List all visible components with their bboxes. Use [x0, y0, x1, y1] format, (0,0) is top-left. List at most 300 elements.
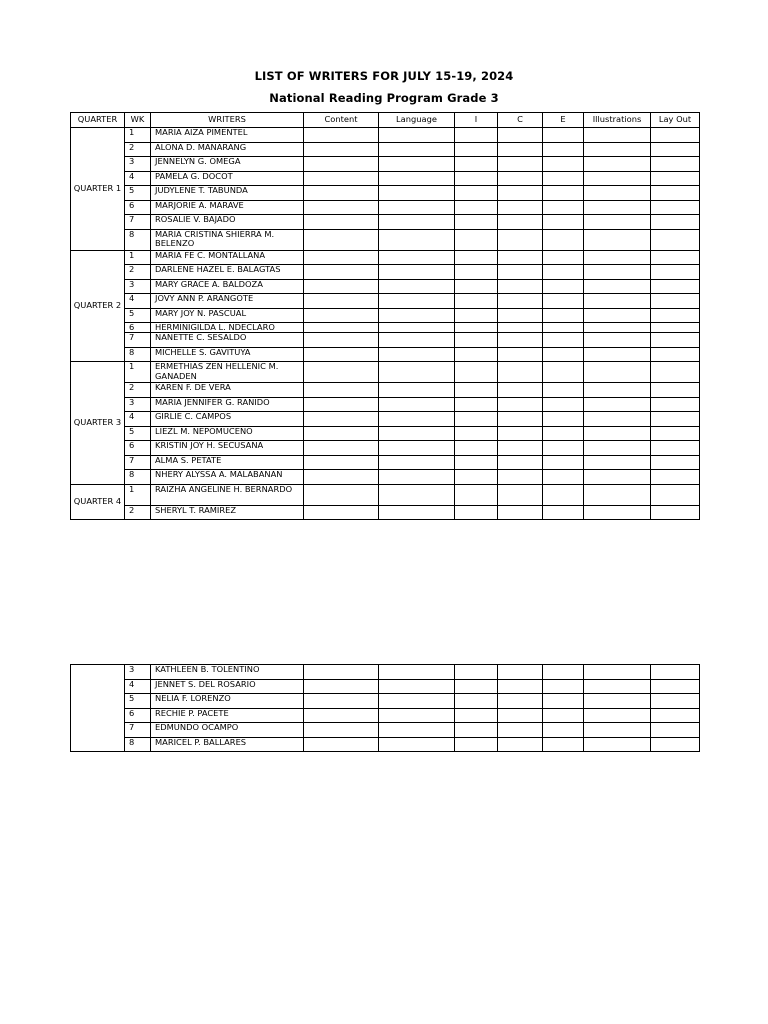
wk-cell: 5: [125, 426, 151, 441]
i-cell: [455, 484, 498, 505]
illustrations-cell: [584, 505, 651, 520]
content-cell: [304, 455, 379, 470]
language-cell: [379, 665, 455, 680]
table-row: [71, 426, 700, 441]
illustrations-cell: [584, 294, 651, 309]
table-row: [71, 171, 700, 186]
writer-cell: KAREN F. DE VERA: [151, 383, 304, 398]
i-cell: [455, 679, 498, 694]
layout-cell: [651, 708, 700, 723]
e-cell: [543, 484, 584, 505]
illustrations-cell: [584, 694, 651, 709]
wk-cell: 3: [125, 279, 151, 294]
table-row: [71, 186, 700, 201]
c-cell: [498, 412, 543, 427]
i-cell: [455, 128, 498, 143]
i-cell: [455, 229, 498, 250]
e-cell: [543, 470, 584, 485]
content-cell: [304, 441, 379, 456]
e-cell: [543, 679, 584, 694]
header-writers: WRITERS: [151, 113, 304, 128]
writer-cell: ALONA D. MANARANG: [151, 142, 304, 157]
wk-cell: 8: [125, 470, 151, 485]
content-cell: [304, 265, 379, 280]
writer-cell: MICHELLE S. GAVITUYA: [151, 347, 304, 362]
table-row: [71, 505, 700, 520]
layout-cell: [651, 441, 700, 456]
c-cell: [498, 470, 543, 485]
content-cell: [304, 708, 379, 723]
header-i: I: [455, 113, 498, 128]
layout-cell: [651, 484, 700, 505]
c-cell: [498, 347, 543, 362]
content-cell: [304, 723, 379, 738]
table-row: [71, 250, 700, 265]
layout-cell: [651, 265, 700, 280]
table-row: [71, 323, 700, 333]
wk-cell: 7: [125, 723, 151, 738]
writer-cell: MARY JOY N. PASCUAL: [151, 308, 304, 323]
writer-cell: NHERY ALYSSA A. MALABANAN: [151, 470, 304, 485]
table-row: [71, 308, 700, 323]
table-row: [71, 383, 700, 398]
language-cell: [379, 723, 455, 738]
language-cell: [379, 679, 455, 694]
i-cell: [455, 362, 498, 383]
table-row: [71, 294, 700, 309]
illustrations-cell: [584, 470, 651, 485]
i-cell: [455, 723, 498, 738]
e-cell: [543, 397, 584, 412]
layout-cell: [651, 308, 700, 323]
document-title: LIST OF WRITERS FOR JULY 15-19, 2024: [254, 69, 514, 83]
c-cell: [498, 294, 543, 309]
illustrations-cell: [584, 308, 651, 323]
c-cell: [498, 323, 543, 333]
table-row: [71, 142, 700, 157]
wk-cell: 4: [125, 412, 151, 427]
c-cell: [498, 333, 543, 348]
i-cell: [455, 250, 498, 265]
table-row: [71, 484, 700, 505]
illustrations-cell: [584, 186, 651, 201]
e-cell: [543, 333, 584, 348]
table-row: [71, 397, 700, 412]
content-cell: [304, 694, 379, 709]
illustrations-cell: [584, 265, 651, 280]
i-cell: [455, 383, 498, 398]
e-cell: [543, 455, 584, 470]
layout-cell: [651, 426, 700, 441]
wk-cell: 2: [125, 505, 151, 520]
e-cell: [543, 708, 584, 723]
content-cell: [304, 665, 379, 680]
writers-table: [70, 112, 700, 520]
table-row: [71, 694, 700, 709]
content-cell: [304, 323, 379, 333]
e-cell: [543, 323, 584, 333]
illustrations-cell: [584, 200, 651, 215]
table-row: [71, 737, 700, 752]
layout-cell: [651, 412, 700, 427]
c-cell: [498, 723, 543, 738]
header-e: E: [543, 113, 584, 128]
wk-cell: 7: [125, 215, 151, 230]
language-cell: [379, 383, 455, 398]
writer-cell: JUDYLENE T. TABUNDA: [151, 186, 304, 201]
writer-cell: PAMELA G. DOCOT: [151, 171, 304, 186]
writer-cell: KRISTIN JOY H. SECUSANA: [151, 441, 304, 456]
e-cell: [543, 441, 584, 456]
c-cell: [498, 426, 543, 441]
content-cell: [304, 229, 379, 250]
c-cell: [498, 308, 543, 323]
e-cell: [543, 142, 584, 157]
wk-cell: 7: [125, 455, 151, 470]
layout-cell: [651, 679, 700, 694]
language-cell: [379, 265, 455, 280]
i-cell: [455, 665, 498, 680]
content-cell: [304, 294, 379, 309]
header-illustrations: Illustrations: [584, 113, 651, 128]
language-cell: [379, 737, 455, 752]
layout-cell: [651, 323, 700, 333]
table-row: [71, 441, 700, 456]
c-cell: [498, 441, 543, 456]
c-cell: [498, 708, 543, 723]
table-row: [71, 229, 700, 250]
content-cell: [304, 171, 379, 186]
illustrations-cell: [584, 142, 651, 157]
i-cell: [455, 441, 498, 456]
table-row: [71, 200, 700, 215]
i-cell: [455, 397, 498, 412]
layout-cell: [651, 694, 700, 709]
table-row: [71, 157, 700, 172]
illustrations-cell: [584, 708, 651, 723]
wk-cell: 5: [125, 186, 151, 201]
i-cell: [455, 323, 498, 333]
content-cell: [304, 347, 379, 362]
content-cell: [304, 200, 379, 215]
layout-cell: [651, 200, 700, 215]
language-cell: [379, 250, 455, 265]
writer-cell: JENNELYN G. OMEGA: [151, 157, 304, 172]
i-cell: [455, 455, 498, 470]
e-cell: [543, 265, 584, 280]
c-cell: [498, 186, 543, 201]
content-cell: [304, 426, 379, 441]
language-cell: [379, 308, 455, 323]
wk-cell: 1: [125, 128, 151, 143]
language-cell: [379, 441, 455, 456]
c-cell: [498, 505, 543, 520]
wk-cell: 5: [125, 694, 151, 709]
header-content: Content: [304, 113, 379, 128]
wk-cell: 4: [125, 679, 151, 694]
language-cell: [379, 347, 455, 362]
layout-cell: [651, 665, 700, 680]
writer-cell: LIEZL M. NEPOMUCENO: [151, 426, 304, 441]
layout-cell: [651, 128, 700, 143]
document-subtitle: National Reading Program Grade 3: [269, 91, 499, 105]
wk-cell: 2: [125, 265, 151, 280]
content-cell: [304, 333, 379, 348]
illustrations-cell: [584, 397, 651, 412]
e-cell: [543, 308, 584, 323]
language-cell: [379, 694, 455, 709]
illustrations-cell: [584, 362, 651, 383]
content-cell: [304, 279, 379, 294]
i-cell: [455, 333, 498, 348]
c-cell: [498, 265, 543, 280]
e-cell: [543, 694, 584, 709]
language-cell: [379, 484, 455, 505]
content-cell: [304, 215, 379, 230]
layout-cell: [651, 157, 700, 172]
e-cell: [543, 383, 584, 398]
wk-cell: 8: [125, 737, 151, 752]
e-cell: [543, 505, 584, 520]
illustrations-cell: [584, 250, 651, 265]
e-cell: [543, 186, 584, 201]
illustrations-cell: [584, 412, 651, 427]
content-cell: [304, 383, 379, 398]
c-cell: [498, 128, 543, 143]
layout-cell: [651, 397, 700, 412]
writer-cell: MARICEL P. BALLARES: [151, 737, 304, 752]
content-cell: [304, 679, 379, 694]
writer-cell: JOVY ANN P. ARANGOTE: [151, 294, 304, 309]
content-cell: [304, 362, 379, 383]
i-cell: [455, 426, 498, 441]
layout-cell: [651, 362, 700, 383]
table-row: [71, 470, 700, 485]
i-cell: [455, 470, 498, 485]
language-cell: [379, 505, 455, 520]
layout-cell: [651, 229, 700, 250]
writer-cell: GIRLIE C. CAMPOS: [151, 412, 304, 427]
quarter-label: QUARTER 2: [71, 250, 125, 362]
language-cell: [379, 186, 455, 201]
writer-cell: SHERYL T. RAMIREZ: [151, 505, 304, 520]
language-cell: [379, 323, 455, 333]
writer-cell: MARIA FE C. MONTALLANA: [151, 250, 304, 265]
layout-cell: [651, 215, 700, 230]
language-cell: [379, 128, 455, 143]
writer-cell: HERMINIGILDA L. NDECLARO: [151, 323, 304, 333]
writer-cell: ROSALIE V. BAJADO: [151, 215, 304, 230]
illustrations-cell: [584, 229, 651, 250]
illustrations-cell: [584, 279, 651, 294]
layout-cell: [651, 470, 700, 485]
wk-cell: 8: [125, 229, 151, 250]
wk-cell: 3: [125, 397, 151, 412]
illustrations-cell: [584, 128, 651, 143]
illustrations-cell: [584, 157, 651, 172]
table-row: [71, 679, 700, 694]
header-language: Language: [379, 113, 455, 128]
illustrations-cell: [584, 455, 651, 470]
language-cell: [379, 412, 455, 427]
layout-cell: [651, 455, 700, 470]
c-cell: [498, 694, 543, 709]
content-cell: [304, 397, 379, 412]
language-cell: [379, 279, 455, 294]
c-cell: [498, 679, 543, 694]
e-cell: [543, 294, 584, 309]
i-cell: [455, 308, 498, 323]
quarter-label: QUARTER 3: [71, 362, 125, 485]
wk-cell: 4: [125, 294, 151, 309]
writer-cell: KATHLEEN B. TOLENTINO: [151, 665, 304, 680]
language-cell: [379, 708, 455, 723]
illustrations-cell: [584, 426, 651, 441]
layout-cell: [651, 737, 700, 752]
layout-cell: [651, 279, 700, 294]
i-cell: [455, 694, 498, 709]
language-cell: [379, 200, 455, 215]
c-cell: [498, 171, 543, 186]
header-quarter: QUARTER: [71, 113, 125, 128]
illustrations-cell: [584, 171, 651, 186]
content-cell: [304, 470, 379, 485]
e-cell: [543, 723, 584, 738]
language-cell: [379, 294, 455, 309]
c-cell: [498, 229, 543, 250]
writer-cell: ERMETHIAS ZEN HELLENIC M. GANADEN: [151, 362, 304, 383]
i-cell: [455, 412, 498, 427]
writer-cell: MARIA AIZA PIMENTEL: [151, 128, 304, 143]
table-row: [71, 128, 700, 143]
content-cell: [304, 505, 379, 520]
wk-cell: 3: [125, 665, 151, 680]
writer-cell: MARIA CRISTINA SHIERRA M. BELENZO: [151, 229, 304, 250]
illustrations-cell: [584, 484, 651, 505]
i-cell: [455, 171, 498, 186]
wk-cell: 2: [125, 142, 151, 157]
c-cell: [498, 279, 543, 294]
language-cell: [379, 470, 455, 485]
wk-cell: 8: [125, 347, 151, 362]
c-cell: [498, 397, 543, 412]
table-row: [71, 665, 700, 680]
illustrations-cell: [584, 383, 651, 398]
layout-cell: [651, 723, 700, 738]
content-cell: [304, 186, 379, 201]
table-row: [71, 347, 700, 362]
language-cell: [379, 397, 455, 412]
layout-cell: [651, 505, 700, 520]
writers-table-continuation: [70, 664, 700, 752]
illustrations-cell: [584, 679, 651, 694]
wk-cell: 6: [125, 708, 151, 723]
content-cell: [304, 737, 379, 752]
i-cell: [455, 200, 498, 215]
language-cell: [379, 333, 455, 348]
language-cell: [379, 455, 455, 470]
i-cell: [455, 279, 498, 294]
illustrations-cell: [584, 723, 651, 738]
e-cell: [543, 215, 584, 230]
e-cell: [543, 200, 584, 215]
illustrations-cell: [584, 215, 651, 230]
c-cell: [498, 250, 543, 265]
c-cell: [498, 200, 543, 215]
c-cell: [498, 215, 543, 230]
e-cell: [543, 426, 584, 441]
writer-cell: NELIA F. LORENZO: [151, 694, 304, 709]
wk-cell: 1: [125, 250, 151, 265]
e-cell: [543, 250, 584, 265]
table-row: [71, 265, 700, 280]
i-cell: [455, 215, 498, 230]
wk-cell: 2: [125, 383, 151, 398]
writer-cell: MARIA JENNIFER G. RANIDO: [151, 397, 304, 412]
i-cell: [455, 186, 498, 201]
wk-cell: 4: [125, 171, 151, 186]
illustrations-cell: [584, 323, 651, 333]
e-cell: [543, 412, 584, 427]
i-cell: [455, 157, 498, 172]
c-cell: [498, 665, 543, 680]
header-wk: WK: [125, 113, 151, 128]
i-cell: [455, 737, 498, 752]
table-row: [71, 362, 700, 383]
content-cell: [304, 484, 379, 505]
wk-cell: 6: [125, 441, 151, 456]
illustrations-cell: [584, 441, 651, 456]
e-cell: [543, 229, 584, 250]
writer-cell: NANETTE C. SESALDO: [151, 333, 304, 348]
writer-cell: RAIZHA ANGELINE H. BERNARDO: [151, 484, 304, 505]
wk-cell: 3: [125, 157, 151, 172]
layout-cell: [651, 250, 700, 265]
wk-cell: 1: [125, 484, 151, 505]
i-cell: [455, 505, 498, 520]
writer-cell: RECHIE P. PACETE: [151, 708, 304, 723]
table-header-row: [71, 113, 700, 128]
writer-cell: ALMA S. PETATE: [151, 455, 304, 470]
c-cell: [498, 484, 543, 505]
table-row: [71, 455, 700, 470]
wk-cell: 6: [125, 323, 151, 333]
table-row: [71, 333, 700, 348]
quarter-label-empty: [71, 665, 125, 752]
i-cell: [455, 265, 498, 280]
wk-cell: 6: [125, 200, 151, 215]
quarter-label: QUARTER 4: [71, 484, 125, 520]
content-cell: [304, 157, 379, 172]
c-cell: [498, 737, 543, 752]
content-cell: [304, 412, 379, 427]
writer-cell: DARLENE HAZEL E. BALAGTAS: [151, 265, 304, 280]
language-cell: [379, 215, 455, 230]
language-cell: [379, 142, 455, 157]
i-cell: [455, 708, 498, 723]
wk-cell: 5: [125, 308, 151, 323]
table-row: [71, 279, 700, 294]
language-cell: [379, 229, 455, 250]
illustrations-cell: [584, 737, 651, 752]
e-cell: [543, 279, 584, 294]
language-cell: [379, 426, 455, 441]
e-cell: [543, 737, 584, 752]
writer-cell: MARJORIE A. MARAVE: [151, 200, 304, 215]
i-cell: [455, 347, 498, 362]
writer-cell: MARY GRACE A. BALDOZA: [151, 279, 304, 294]
content-cell: [304, 128, 379, 143]
